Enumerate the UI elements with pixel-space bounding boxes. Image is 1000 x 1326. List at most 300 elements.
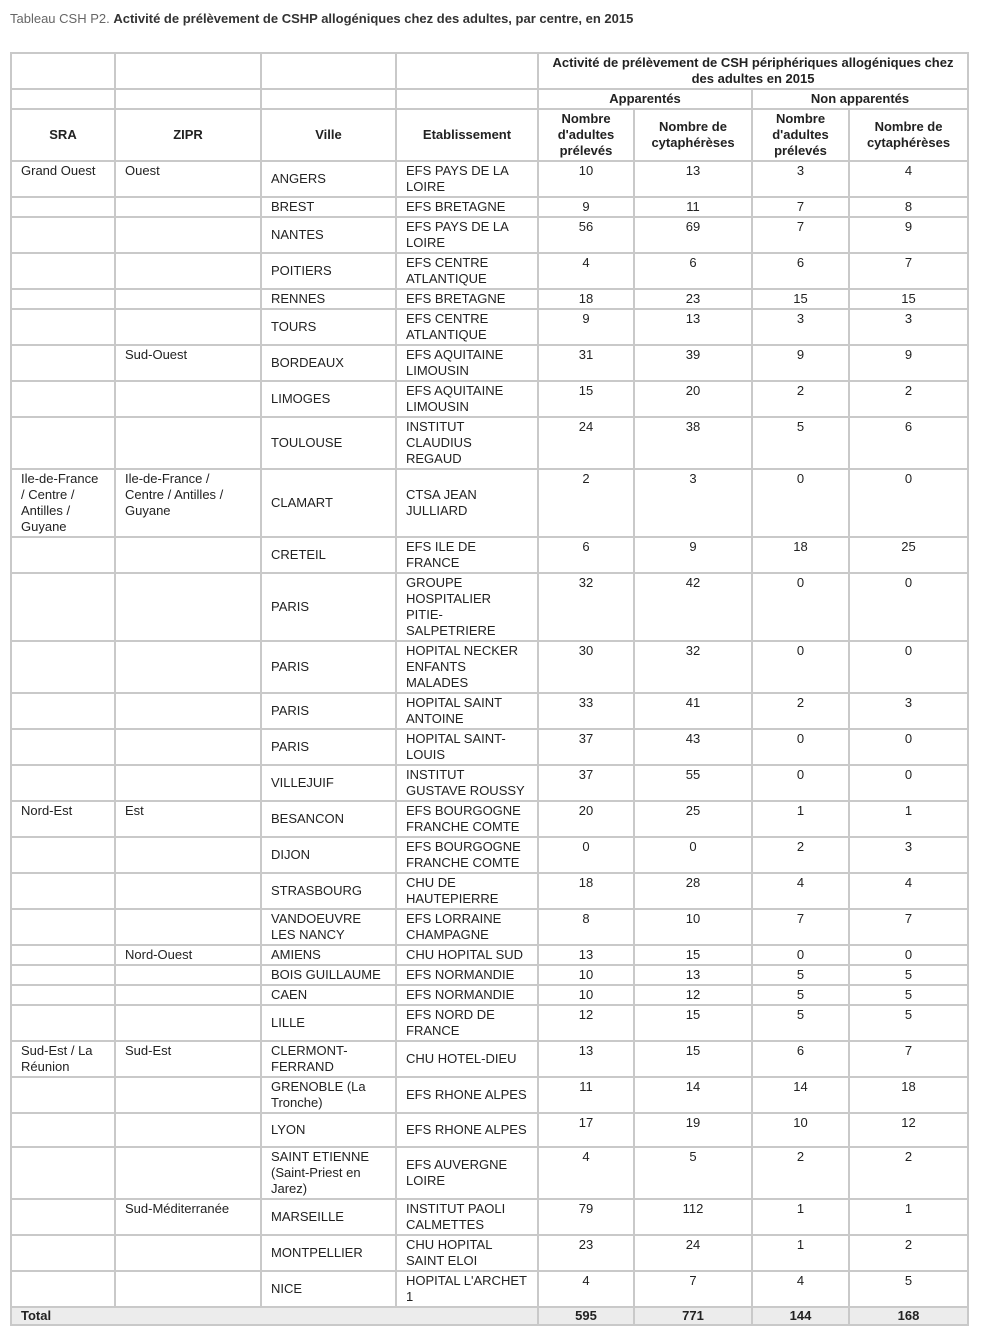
cell-sra — [11, 253, 115, 289]
cell-apparentes-cytapheres: 0 — [634, 837, 752, 873]
cell-sra — [11, 985, 115, 1005]
cell-ville: PARIS — [261, 729, 396, 765]
header-empty-cell — [115, 89, 261, 109]
cell-non-apparentes-cytapheres: 8 — [849, 197, 968, 217]
cell-etablissement: INSTITUT GUSTAVE ROUSSY — [396, 765, 538, 801]
cell-zipr — [115, 537, 261, 573]
cell-apparentes-cytapheres: 15 — [634, 1041, 752, 1077]
data-table — [10, 52, 969, 1326]
cell-non-apparentes-cytapheres: 0 — [849, 765, 968, 801]
table-row — [11, 965, 968, 985]
cell-etablissement: INSTITUT CLAUDIUS REGAUD — [396, 417, 538, 469]
header-zipr: ZIPR — [115, 109, 261, 161]
cell-etablissement: EFS PAYS DE LA LOIRE — [396, 161, 538, 197]
cell-zipr — [115, 417, 261, 469]
cell-non-apparentes-adultes: 0 — [752, 729, 849, 765]
cell-non-apparentes-cytapheres: 9 — [849, 217, 968, 253]
cell-sra — [11, 765, 115, 801]
cell-zipr — [115, 253, 261, 289]
cell-etablissement: CHU HOPITAL SAINT ELOI — [396, 1235, 538, 1271]
cell-zipr: Nord-Ouest — [115, 945, 261, 965]
table-row — [11, 837, 968, 873]
cell-non-apparentes-adultes: 7 — [752, 217, 849, 253]
table-row — [11, 345, 968, 381]
cell-apparentes-cytapheres: 15 — [634, 945, 752, 965]
cell-non-apparentes-cytapheres: 0 — [849, 729, 968, 765]
cell-non-apparentes-cytapheres: 5 — [849, 965, 968, 985]
cell-sra — [11, 417, 115, 469]
cell-etablissement: HOPITAL L'ARCHET 1 — [396, 1271, 538, 1307]
cell-non-apparentes-adultes: 10 — [752, 1113, 849, 1147]
table-row — [11, 217, 968, 253]
cell-non-apparentes-adultes: 2 — [752, 837, 849, 873]
cell-ville: LILLE — [261, 1005, 396, 1041]
cell-non-apparentes-cytapheres: 0 — [849, 573, 968, 641]
table-row — [11, 1041, 968, 1077]
total-row — [11, 1307, 968, 1325]
cell-non-apparentes-adultes: 4 — [752, 1271, 849, 1307]
table-row — [11, 1005, 968, 1041]
cell-non-apparentes-adultes: 1 — [752, 801, 849, 837]
cell-sra: Nord-Est — [11, 801, 115, 837]
cell-sra — [11, 197, 115, 217]
header-row-3 — [11, 109, 968, 161]
cell-apparentes-cytapheres: 15 — [634, 1005, 752, 1041]
caption-title: Activité de prélèvement de CSHP allogéniques chez des adultes, par centre, en 2015 — [113, 11, 634, 26]
cell-sra — [11, 217, 115, 253]
cell-etablissement: EFS AUVERGNE LOIRE — [396, 1147, 538, 1199]
cell-non-apparentes-cytapheres: 7 — [849, 253, 968, 289]
cell-zipr — [115, 289, 261, 309]
cell-etablissement: EFS BRETAGNE — [396, 289, 538, 309]
cell-zipr: Est — [115, 801, 261, 837]
cell-non-apparentes-cytapheres: 0 — [849, 641, 968, 693]
table-row — [11, 985, 968, 1005]
table-row — [11, 309, 968, 345]
cell-zipr: Sud-Est — [115, 1041, 261, 1077]
cell-apparentes-adultes: 4 — [538, 1147, 634, 1199]
cell-ville: CLERMONT-FERRAND — [261, 1041, 396, 1077]
cell-etablissement: EFS AQUITAINE LIMOUSIN — [396, 345, 538, 381]
cell-etablissement: EFS NORD DE FRANCE — [396, 1005, 538, 1041]
table-row — [11, 1199, 968, 1235]
header-ville: Ville — [261, 109, 396, 161]
cell-non-apparentes-adultes: 0 — [752, 765, 849, 801]
cell-etablissement: GROUPE HOSPITALIER PITIE-SALPETRIERE — [396, 573, 538, 641]
cell-etablissement: CTSA JEAN JULLIARD — [396, 469, 538, 537]
cell-apparentes-cytapheres: 32 — [634, 641, 752, 693]
cell-non-apparentes-cytapheres: 6 — [849, 417, 968, 469]
cell-apparentes-cytapheres: 69 — [634, 217, 752, 253]
cell-non-apparentes-cytapheres: 5 — [849, 1005, 968, 1041]
cell-sra — [11, 837, 115, 873]
table-row — [11, 729, 968, 765]
cell-non-apparentes-cytapheres: 2 — [849, 1147, 968, 1199]
table-row — [11, 693, 968, 729]
total-non-apparentes-cytapheres: 168 — [849, 1307, 968, 1325]
cell-sra — [11, 1147, 115, 1199]
cell-non-apparentes-cytapheres: 9 — [849, 345, 968, 381]
header-sra: SRA — [11, 109, 115, 161]
cell-non-apparentes-cytapheres: 2 — [849, 381, 968, 417]
header-non-apparentes-cytapheres: Nombre de cytaphérèses — [849, 109, 968, 161]
cell-apparentes-adultes: 13 — [538, 1041, 634, 1077]
cell-apparentes-adultes: 10 — [538, 985, 634, 1005]
cell-sra: Grand Ouest — [11, 161, 115, 197]
cell-etablissement: CHU DE HAUTEPIERRE — [396, 873, 538, 909]
cell-non-apparentes-cytapheres: 0 — [849, 945, 968, 965]
table-row — [11, 417, 968, 469]
cell-etablissement: EFS RHONE ALPES — [396, 1077, 538, 1113]
cell-non-apparentes-adultes: 15 — [752, 289, 849, 309]
table-body — [11, 161, 968, 1307]
total-label: Total — [11, 1307, 538, 1325]
cell-ville: NANTES — [261, 217, 396, 253]
header-empty-cell — [261, 53, 396, 89]
cell-ville: CLAMART — [261, 469, 396, 537]
cell-apparentes-adultes: 37 — [538, 765, 634, 801]
cell-apparentes-adultes: 0 — [538, 837, 634, 873]
cell-apparentes-cytapheres: 25 — [634, 801, 752, 837]
header-empty-cell — [396, 89, 538, 109]
cell-apparentes-adultes: 20 — [538, 801, 634, 837]
header-apparentes-cytapheres: Nombre de cytaphérèses — [634, 109, 752, 161]
cell-apparentes-adultes: 32 — [538, 573, 634, 641]
cell-non-apparentes-cytapheres: 1 — [849, 801, 968, 837]
cell-sra — [11, 573, 115, 641]
cell-apparentes-cytapheres: 20 — [634, 381, 752, 417]
cell-ville: VANDOEUVRE LES NANCY — [261, 909, 396, 945]
cell-non-apparentes-adultes: 5 — [752, 985, 849, 1005]
cell-apparentes-adultes: 24 — [538, 417, 634, 469]
cell-apparentes-cytapheres: 3 — [634, 469, 752, 537]
cell-non-apparentes-adultes: 5 — [752, 417, 849, 469]
cell-sra — [11, 1005, 115, 1041]
cell-apparentes-adultes: 18 — [538, 289, 634, 309]
cell-apparentes-adultes: 4 — [538, 1271, 634, 1307]
table-row — [11, 573, 968, 641]
header-group-title: Activité de prélèvement de CSH périphériques allogéniques chez des adultes en 2015 — [538, 53, 968, 89]
cell-apparentes-adultes: 79 — [538, 1199, 634, 1235]
total-apparentes-cytapheres: 771 — [634, 1307, 752, 1325]
cell-zipr — [115, 693, 261, 729]
cell-sra — [11, 1113, 115, 1147]
table-row — [11, 1235, 968, 1271]
cell-etablissement: EFS ILE DE FRANCE — [396, 537, 538, 573]
cell-etablissement: HOPITAL NECKER ENFANTS MALADES — [396, 641, 538, 693]
table-row — [11, 289, 968, 309]
cell-etablissement: EFS NORMANDIE — [396, 965, 538, 985]
header-apparentes: Apparentés — [538, 89, 752, 109]
cell-sra — [11, 381, 115, 417]
cell-zipr: Sud-Méditerranée — [115, 1199, 261, 1235]
cell-sra — [11, 965, 115, 985]
table-row — [11, 1113, 968, 1147]
cell-apparentes-adultes: 12 — [538, 1005, 634, 1041]
cell-non-apparentes-adultes: 1 — [752, 1235, 849, 1271]
cell-zipr — [115, 1147, 261, 1199]
cell-zipr — [115, 765, 261, 801]
cell-zipr — [115, 1077, 261, 1113]
cell-ville: PARIS — [261, 573, 396, 641]
cell-sra — [11, 909, 115, 945]
total-apparentes-adultes: 595 — [538, 1307, 634, 1325]
table-row — [11, 537, 968, 573]
cell-non-apparentes-cytapheres: 3 — [849, 693, 968, 729]
cell-apparentes-cytapheres: 6 — [634, 253, 752, 289]
cell-sra: Sud-Est / La Réunion — [11, 1041, 115, 1077]
cell-ville: GRENOBLE (La Tronche) — [261, 1077, 396, 1113]
cell-ville: STRASBOURG — [261, 873, 396, 909]
cell-etablissement: INSTITUT PAOLI CALMETTES — [396, 1199, 538, 1235]
cell-apparentes-adultes: 13 — [538, 945, 634, 965]
cell-apparentes-cytapheres: 14 — [634, 1077, 752, 1113]
cell-apparentes-cytapheres: 5 — [634, 1147, 752, 1199]
header-empty-cell — [115, 53, 261, 89]
table-row — [11, 873, 968, 909]
cell-non-apparentes-cytapheres: 5 — [849, 985, 968, 1005]
cell-apparentes-adultes: 10 — [538, 161, 634, 197]
table-row — [11, 1271, 968, 1307]
cell-sra: Ile-de-France / Centre / Antilles / Guyane — [11, 469, 115, 537]
cell-non-apparentes-adultes: 1 — [752, 1199, 849, 1235]
cell-etablissement: EFS CENTRE ATLANTIQUE — [396, 309, 538, 345]
cell-ville: SAINT ETIENNE (Saint-Priest en Jarez) — [261, 1147, 396, 1199]
cell-non-apparentes-cytapheres: 5 — [849, 1271, 968, 1307]
table-row — [11, 197, 968, 217]
cell-non-apparentes-cytapheres: 12 — [849, 1113, 968, 1147]
cell-non-apparentes-cytapheres: 15 — [849, 289, 968, 309]
cell-ville: LIMOGES — [261, 381, 396, 417]
cell-apparentes-cytapheres: 7 — [634, 1271, 752, 1307]
cell-zipr: Sud-Ouest — [115, 345, 261, 381]
cell-ville: RENNES — [261, 289, 396, 309]
cell-apparentes-cytapheres: 19 — [634, 1113, 752, 1147]
cell-apparentes-adultes: 30 — [538, 641, 634, 693]
cell-zipr — [115, 217, 261, 253]
cell-sra — [11, 873, 115, 909]
cell-non-apparentes-adultes: 0 — [752, 641, 849, 693]
cell-apparentes-adultes: 15 — [538, 381, 634, 417]
cell-ville: PARIS — [261, 693, 396, 729]
cell-ville: MARSEILLE — [261, 1199, 396, 1235]
cell-zipr — [115, 985, 261, 1005]
cell-apparentes-cytapheres: 11 — [634, 197, 752, 217]
cell-apparentes-adultes: 31 — [538, 345, 634, 381]
cell-ville: BORDEAUX — [261, 345, 396, 381]
table-row — [11, 1077, 968, 1113]
cell-zipr — [115, 197, 261, 217]
cell-apparentes-adultes: 8 — [538, 909, 634, 945]
cell-non-apparentes-adultes: 3 — [752, 309, 849, 345]
cell-non-apparentes-adultes: 5 — [752, 1005, 849, 1041]
cell-etablissement: EFS BOURGOGNE FRANCHE COMTE — [396, 837, 538, 873]
header-apparentes-adultes: Nombre d'adultes prélevés — [538, 109, 634, 161]
cell-ville: TOURS — [261, 309, 396, 345]
cell-etablissement: HOPITAL SAINT-LOUIS — [396, 729, 538, 765]
cell-sra — [11, 289, 115, 309]
cell-apparentes-cytapheres: 28 — [634, 873, 752, 909]
cell-non-apparentes-cytapheres: 7 — [849, 1041, 968, 1077]
cell-etablissement: CHU HOTEL-DIEU — [396, 1041, 538, 1077]
header-row-1 — [11, 53, 968, 89]
cell-zipr — [115, 873, 261, 909]
cell-ville: CAEN — [261, 985, 396, 1005]
table-caption — [10, 11, 633, 26]
table-row — [11, 469, 968, 537]
cell-non-apparentes-adultes: 7 — [752, 197, 849, 217]
cell-non-apparentes-adultes: 5 — [752, 965, 849, 985]
cell-non-apparentes-adultes: 14 — [752, 1077, 849, 1113]
cell-apparentes-cytapheres: 55 — [634, 765, 752, 801]
header-empty-cell — [11, 53, 115, 89]
cell-ville: BREST — [261, 197, 396, 217]
total-non-apparentes-adultes: 144 — [752, 1307, 849, 1325]
header-non-apparentes: Non apparentés — [752, 89, 968, 109]
cell-etablissement: HOPITAL SAINT ANTOINE — [396, 693, 538, 729]
cell-non-apparentes-cytapheres: 25 — [849, 537, 968, 573]
cell-zipr — [115, 837, 261, 873]
cell-zipr — [115, 729, 261, 765]
cell-apparentes-adultes: 11 — [538, 1077, 634, 1113]
cell-etablissement: EFS PAYS DE LA LOIRE — [396, 217, 538, 253]
cell-apparentes-cytapheres: 39 — [634, 345, 752, 381]
cell-non-apparentes-adultes: 2 — [752, 1147, 849, 1199]
cell-etablissement: EFS AQUITAINE LIMOUSIN — [396, 381, 538, 417]
cell-apparentes-adultes: 18 — [538, 873, 634, 909]
cell-apparentes-cytapheres: 38 — [634, 417, 752, 469]
cell-apparentes-adultes: 56 — [538, 217, 634, 253]
cell-apparentes-adultes: 4 — [538, 253, 634, 289]
cell-apparentes-cytapheres: 13 — [634, 161, 752, 197]
cell-apparentes-adultes: 10 — [538, 965, 634, 985]
cell-etablissement: EFS LORRAINE CHAMPAGNE — [396, 909, 538, 945]
cell-apparentes-cytapheres: 13 — [634, 309, 752, 345]
cell-apparentes-adultes: 23 — [538, 1235, 634, 1271]
cell-non-apparentes-adultes: 0 — [752, 945, 849, 965]
cell-ville: ANGERS — [261, 161, 396, 197]
cell-sra — [11, 1199, 115, 1235]
header-empty-cell — [11, 89, 115, 109]
cell-ville: PARIS — [261, 641, 396, 693]
cell-etablissement: EFS BOURGOGNE FRANCHE COMTE — [396, 801, 538, 837]
cell-apparentes-cytapheres: 41 — [634, 693, 752, 729]
cell-sra — [11, 945, 115, 965]
cell-zipr — [115, 1005, 261, 1041]
cell-apparentes-cytapheres: 42 — [634, 573, 752, 641]
cell-sra — [11, 729, 115, 765]
table-row — [11, 641, 968, 693]
cell-non-apparentes-adultes: 0 — [752, 573, 849, 641]
cell-non-apparentes-adultes: 0 — [752, 469, 849, 537]
table-row — [11, 765, 968, 801]
cell-non-apparentes-adultes: 7 — [752, 909, 849, 945]
cell-non-apparentes-adultes: 9 — [752, 345, 849, 381]
cell-sra — [11, 641, 115, 693]
cell-etablissement: EFS BRETAGNE — [396, 197, 538, 217]
cell-non-apparentes-cytapheres: 1 — [849, 1199, 968, 1235]
cell-non-apparentes-cytapheres: 0 — [849, 469, 968, 537]
cell-sra — [11, 537, 115, 573]
cell-apparentes-cytapheres: 24 — [634, 1235, 752, 1271]
cell-non-apparentes-adultes: 18 — [752, 537, 849, 573]
cell-apparentes-adultes: 37 — [538, 729, 634, 765]
cell-apparentes-adultes: 9 — [538, 197, 634, 217]
cell-apparentes-adultes: 2 — [538, 469, 634, 537]
cell-zipr — [115, 1113, 261, 1147]
header-etablissement: Etablissement — [396, 109, 538, 161]
cell-etablissement: CHU HOPITAL SUD — [396, 945, 538, 965]
cell-ville: NICE — [261, 1271, 396, 1307]
table-row — [11, 909, 968, 945]
cell-non-apparentes-cytapheres: 7 — [849, 909, 968, 945]
cell-ville: AMIENS — [261, 945, 396, 965]
cell-apparentes-adultes: 9 — [538, 309, 634, 345]
cell-ville: DIJON — [261, 837, 396, 873]
cell-apparentes-adultes: 6 — [538, 537, 634, 573]
cell-non-apparentes-adultes: 6 — [752, 1041, 849, 1077]
header-empty-cell — [261, 89, 396, 109]
cell-apparentes-cytapheres: 12 — [634, 985, 752, 1005]
cell-non-apparentes-adultes: 4 — [752, 873, 849, 909]
cell-apparentes-cytapheres: 112 — [634, 1199, 752, 1235]
cell-apparentes-adultes: 17 — [538, 1113, 634, 1147]
cell-ville: POITIERS — [261, 253, 396, 289]
cell-zipr — [115, 309, 261, 345]
cell-zipr — [115, 1271, 261, 1307]
cell-apparentes-cytapheres: 43 — [634, 729, 752, 765]
cell-non-apparentes-adultes: 3 — [752, 161, 849, 197]
header-row-2 — [11, 89, 968, 109]
caption-label: Tableau CSH P2. — [10, 11, 110, 26]
cell-sra — [11, 1271, 115, 1307]
table-row — [11, 253, 968, 289]
cell-non-apparentes-cytapheres: 4 — [849, 873, 968, 909]
cell-non-apparentes-cytapheres: 2 — [849, 1235, 968, 1271]
cell-zipr — [115, 1235, 261, 1271]
cell-ville: TOULOUSE — [261, 417, 396, 469]
cell-zipr — [115, 381, 261, 417]
table-row — [11, 801, 968, 837]
table-row — [11, 945, 968, 965]
cell-sra — [11, 1077, 115, 1113]
cell-zipr: Ile-de-France / Centre / Antilles / Guyane — [115, 469, 261, 537]
cell-zipr — [115, 641, 261, 693]
cell-non-apparentes-cytapheres: 18 — [849, 1077, 968, 1113]
table-row — [11, 1147, 968, 1199]
cell-ville: BESANCON — [261, 801, 396, 837]
cell-sra — [11, 693, 115, 729]
cell-apparentes-cytapheres: 9 — [634, 537, 752, 573]
cell-apparentes-cytapheres: 13 — [634, 965, 752, 985]
cell-non-apparentes-cytapheres: 3 — [849, 309, 968, 345]
cell-sra — [11, 1235, 115, 1271]
cell-etablissement: EFS RHONE ALPES — [396, 1113, 538, 1147]
cell-ville: MONTPELLIER — [261, 1235, 396, 1271]
cell-sra — [11, 345, 115, 381]
cell-etablissement: EFS CENTRE ATLANTIQUE — [396, 253, 538, 289]
cell-apparentes-cytapheres: 10 — [634, 909, 752, 945]
table-row — [11, 161, 968, 197]
cell-zipr — [115, 573, 261, 641]
cell-apparentes-adultes: 33 — [538, 693, 634, 729]
header-empty-cell — [396, 53, 538, 89]
cell-non-apparentes-cytapheres: 3 — [849, 837, 968, 873]
cell-zipr — [115, 909, 261, 945]
cell-apparentes-cytapheres: 23 — [634, 289, 752, 309]
cell-non-apparentes-adultes: 2 — [752, 693, 849, 729]
header-non-apparentes-adultes: Nombre d'adultes prélevés — [752, 109, 849, 161]
